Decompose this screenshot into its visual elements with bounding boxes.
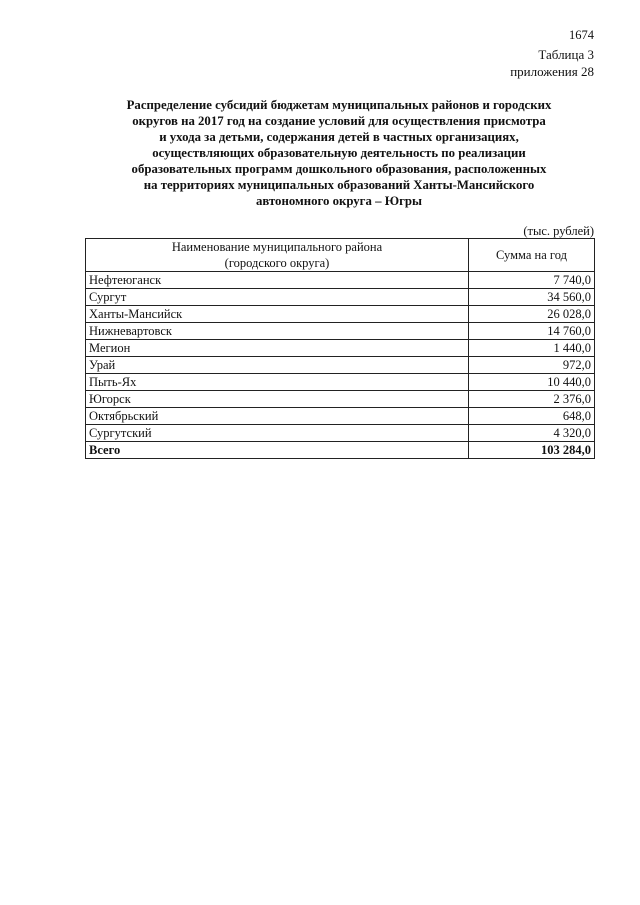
table-header-row [86, 239, 595, 272]
title-line: осуществляющих образовательную деятельность по реализации [152, 146, 526, 160]
amount-value: 14 760,0 [469, 323, 595, 340]
table-row [86, 408, 595, 425]
title-line: образовательных программ дошкольного образования, расположенных [131, 162, 547, 176]
table-row [86, 323, 595, 340]
table-row [86, 272, 595, 289]
table-row [86, 306, 595, 323]
amount-value: 4 320,0 [469, 425, 595, 442]
document-title [98, 97, 580, 209]
table-reference [510, 46, 594, 80]
amount-value: 972,0 [469, 357, 595, 374]
municipality-name: Сургут [86, 289, 469, 306]
amount-value: 7 740,0 [469, 272, 595, 289]
municipality-name: Сургутский [86, 425, 469, 442]
amount-value: 34 560,0 [469, 289, 595, 306]
amount-value: 2 376,0 [469, 391, 595, 408]
municipality-name: Нефтеюганск [86, 272, 469, 289]
title-line: Распределение субсидий бюджетам муниципальных районов и городских [126, 98, 552, 112]
municipality-name: Октябрьский [86, 408, 469, 425]
title-line: и ухода за детьми, содержания детей в частных организациях, [159, 130, 519, 144]
table-row [86, 340, 595, 357]
table-row [86, 425, 595, 442]
total-amount: 103 284,0 [469, 442, 595, 459]
table-row [86, 374, 595, 391]
amount-value: 26 028,0 [469, 306, 595, 323]
amount-value: 648,0 [469, 408, 595, 425]
page-number: 1674 [569, 28, 594, 42]
amount-value: 10 440,0 [469, 374, 595, 391]
header-amount: Сумма на год [469, 239, 595, 272]
total-row [86, 442, 595, 459]
amount-value: 1 440,0 [469, 340, 595, 357]
title-line: автономного округа – Югры [255, 194, 423, 208]
total-label: Всего [86, 442, 469, 459]
municipality-name: Мегион [86, 340, 469, 357]
municipality-name: Урай [86, 357, 469, 374]
table-number: Таблица 3 [538, 47, 594, 62]
subsidy-table [85, 238, 595, 459]
municipality-name: Ханты-Мансийск [86, 306, 469, 323]
title-line: округов на 2017 год на создание условий для осуществления присмотра [132, 114, 546, 128]
table-row [86, 289, 595, 306]
header-municipality [86, 239, 469, 272]
header-municipality-line1: Наименование муниципального района [171, 240, 383, 254]
header-municipality-line2: (городского округа) [224, 256, 330, 270]
municipality-name: Пыть-Ях [86, 374, 469, 391]
appendix-reference: приложения 28 [510, 64, 594, 79]
units-label: (тыс. рублей) [523, 224, 594, 238]
title-line: на территориях муниципальных образований Ханты-Мансийского [143, 178, 535, 192]
table-row [86, 391, 595, 408]
municipality-name: Югорск [86, 391, 469, 408]
municipality-name: Нижневартовск [86, 323, 469, 340]
table-row [86, 357, 595, 374]
